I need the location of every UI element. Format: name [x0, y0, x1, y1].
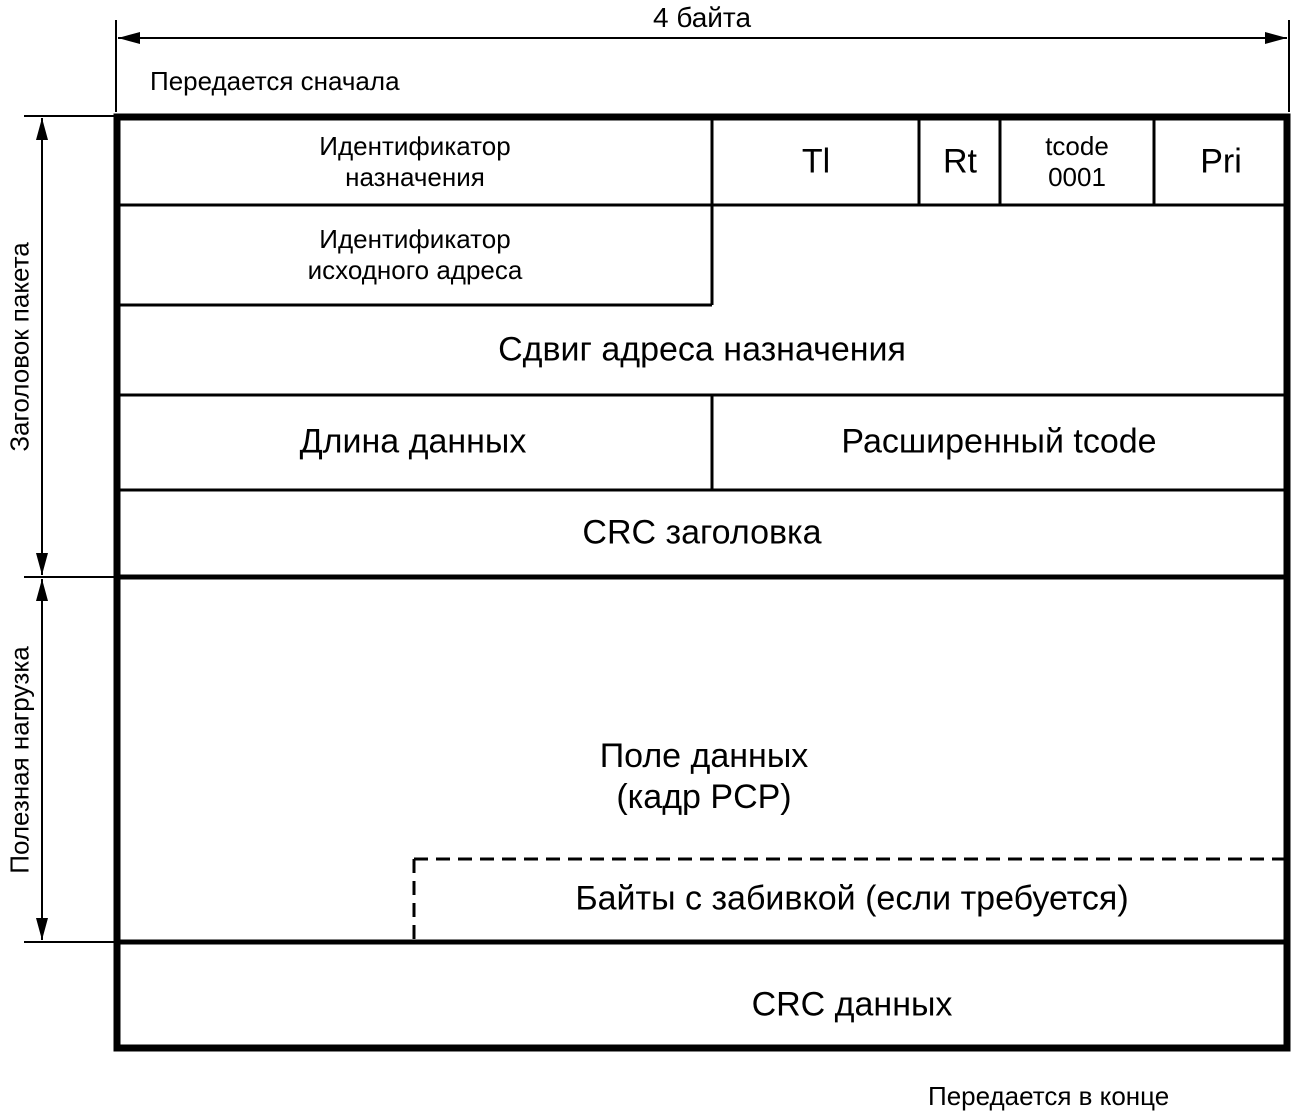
header-side-label: Заголовок пакета: [4, 242, 35, 452]
data-field-line-1: Поле данных: [599, 737, 809, 776]
width-label: 4 байта: [652, 2, 752, 34]
tcode-line-2: 0001: [1048, 162, 1106, 192]
payload-arrow-top: [36, 579, 48, 601]
destination-id-field: [319, 131, 510, 193]
width-arrow-right: [1265, 32, 1287, 44]
payload-arrow-bottom: [36, 918, 48, 940]
header-arrow-top: [36, 118, 48, 140]
pri-field: Pri: [1200, 142, 1242, 181]
tcode-line-1: tcode: [1045, 130, 1109, 161]
destination-id-line-1: Идентификатор: [319, 130, 511, 161]
payload-side-label: Полезная нагрузка: [4, 646, 35, 874]
tl-field: Tl: [801, 142, 831, 181]
transmitted-first-label: Передается сначала: [150, 66, 400, 96]
source-id-field: [308, 224, 523, 286]
padding-field: Байты с забивкой (если требуется): [575, 879, 1129, 918]
destination-offset-field: Сдвиг адреса назначения: [498, 330, 906, 369]
extended-tcode-field: Расширенный tcode: [841, 422, 1157, 461]
width-arrow-left: [118, 32, 140, 44]
source-id-line-1: Идентификатор: [319, 223, 511, 254]
tcode-field: [1045, 131, 1109, 193]
destination-id-line-2: назначения: [345, 162, 485, 192]
rt-field: Rt: [943, 142, 977, 181]
source-id-line-2: исходного адреса: [307, 255, 523, 285]
data-field: [600, 736, 809, 818]
data-length-field: Длина данных: [299, 422, 527, 461]
header-arrow-bottom: [36, 553, 48, 575]
data-field-line-2: (кадр PCP): [616, 778, 792, 816]
header-crc-field: CRC заголовка: [582, 513, 822, 552]
data-crc-field: CRC данных: [751, 985, 953, 1024]
transmitted-last-label: Передается в конце: [928, 1081, 1170, 1111]
